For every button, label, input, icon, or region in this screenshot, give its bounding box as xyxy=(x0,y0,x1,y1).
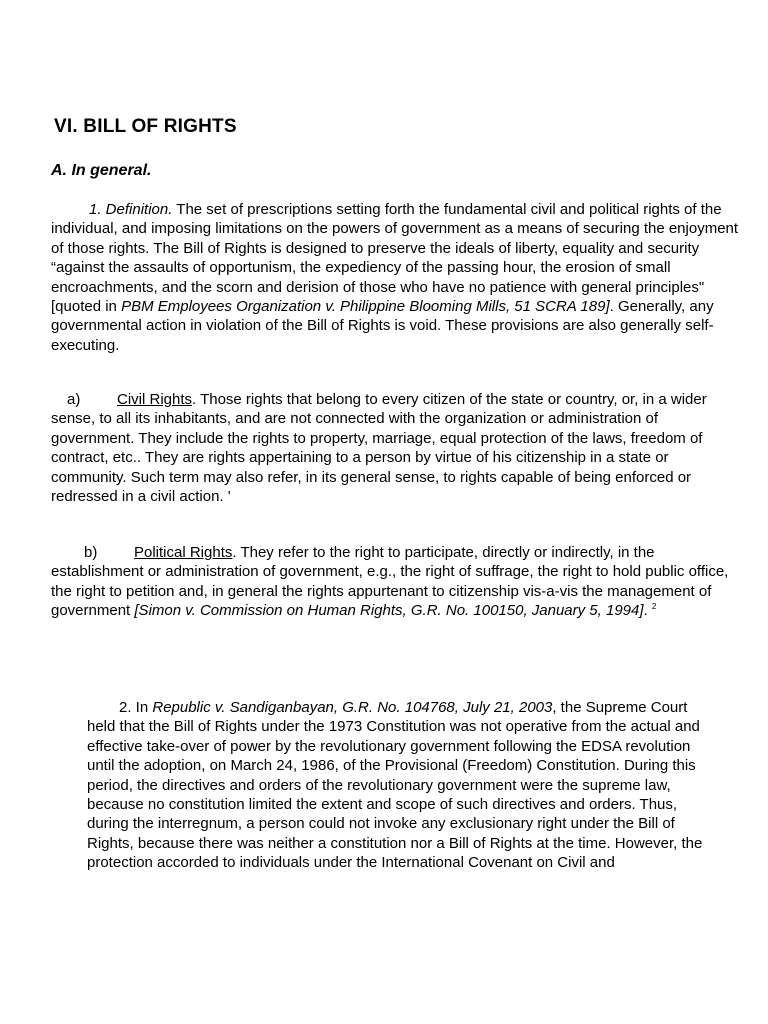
civil-rights-term: Civil Rights xyxy=(117,391,193,408)
republic-case-paragraph xyxy=(87,698,707,873)
political-rights-term: Political Rights xyxy=(134,544,233,561)
definition-text-end: . Generally, any governmental action in violation of the Bill of Rights is void. These provisions are also generally self-executing. xyxy=(51,298,714,354)
civil-rights-text: . Those rights that belong to every citizen of the state or country, or, in a wider sense, to all its inhabitants, and are not connected with the organization or administration of government. They include the rights to property, marriage, equal protection of the laws, freedom of contract, etc.. They are rights appertaining to a person by virtue of his citizenship in a state or community. Such term may also refer, in its general sense, to rights capable of being enforced or redressed in a civil action. ' xyxy=(51,391,707,506)
footnote-marker: 2 xyxy=(651,602,657,612)
civil-rights-paragraph xyxy=(51,390,741,506)
definition-label: 1. Definition. xyxy=(89,201,173,218)
definition-paragraph xyxy=(51,200,741,355)
section-title: VI. BILL OF RIGHTS xyxy=(54,116,237,137)
civil-rights-label: a) xyxy=(67,391,81,408)
political-rights-paragraph xyxy=(51,543,741,621)
political-rights-text: . They refer to the right to participate, directly or indirectly, in the establishment or administration of government, e.g., the right of suffrage, the right to hold public office, the right to petition and, in general the rights appurtenant to citizenship vis-a-vis the management of government xyxy=(51,544,729,620)
political-rights-text-end: . xyxy=(643,602,652,620)
republic-case-lead: 2. In xyxy=(119,699,153,716)
republic-case-text: , the Supreme Court held that the Bill of Rights under the 1973 Constitution was not operative from the actual and effective take-over of power by the revolutionary government following the EDSA revolution until the adoption, on March 24, 1986, of the Provisional (Freedom) Constitution. During this period, the directives and orders of the revolutionary government were the supreme law, because no constitution limited the extent and scope of such directives and orders. Thus, during the interregnum, a person could not invoke any exclusionary right under the Bill of Rights, because there was neither a constitution nor a Bill of Rights at the time. However, the protection accorded to individuals under the International Covenant on Civil and xyxy=(87,699,703,872)
definition-text: The set of prescriptions setting forth the fundamental civil and political rights of the individual, and imposing limitations on the powers of government as a means of securing the enjoyment of those rights. The Bill of Rights is designed to preserve the ideals of liberty, equality and security “against the assaults of opportunism, the expediency of the passing hour, the erosion of small encroachments, and the scorn and derision of those who have no patience with general principles" [quoted in xyxy=(51,201,739,316)
political-rights-label: b) xyxy=(84,544,98,561)
republic-case-citation: Republic v. Sandiganbayan, G.R. No. 104768, July 21, 2003 xyxy=(152,699,553,716)
definition-citation: PBM Employees Organization v. Philippine Blooming Mills, 51 SCRA 189] xyxy=(121,298,610,316)
subsection-heading: A. In general. xyxy=(51,162,152,179)
political-rights-citation: [Simon v. Commission on Human Rights, G.R. No. 100150, January 5, 1994] xyxy=(134,602,644,620)
